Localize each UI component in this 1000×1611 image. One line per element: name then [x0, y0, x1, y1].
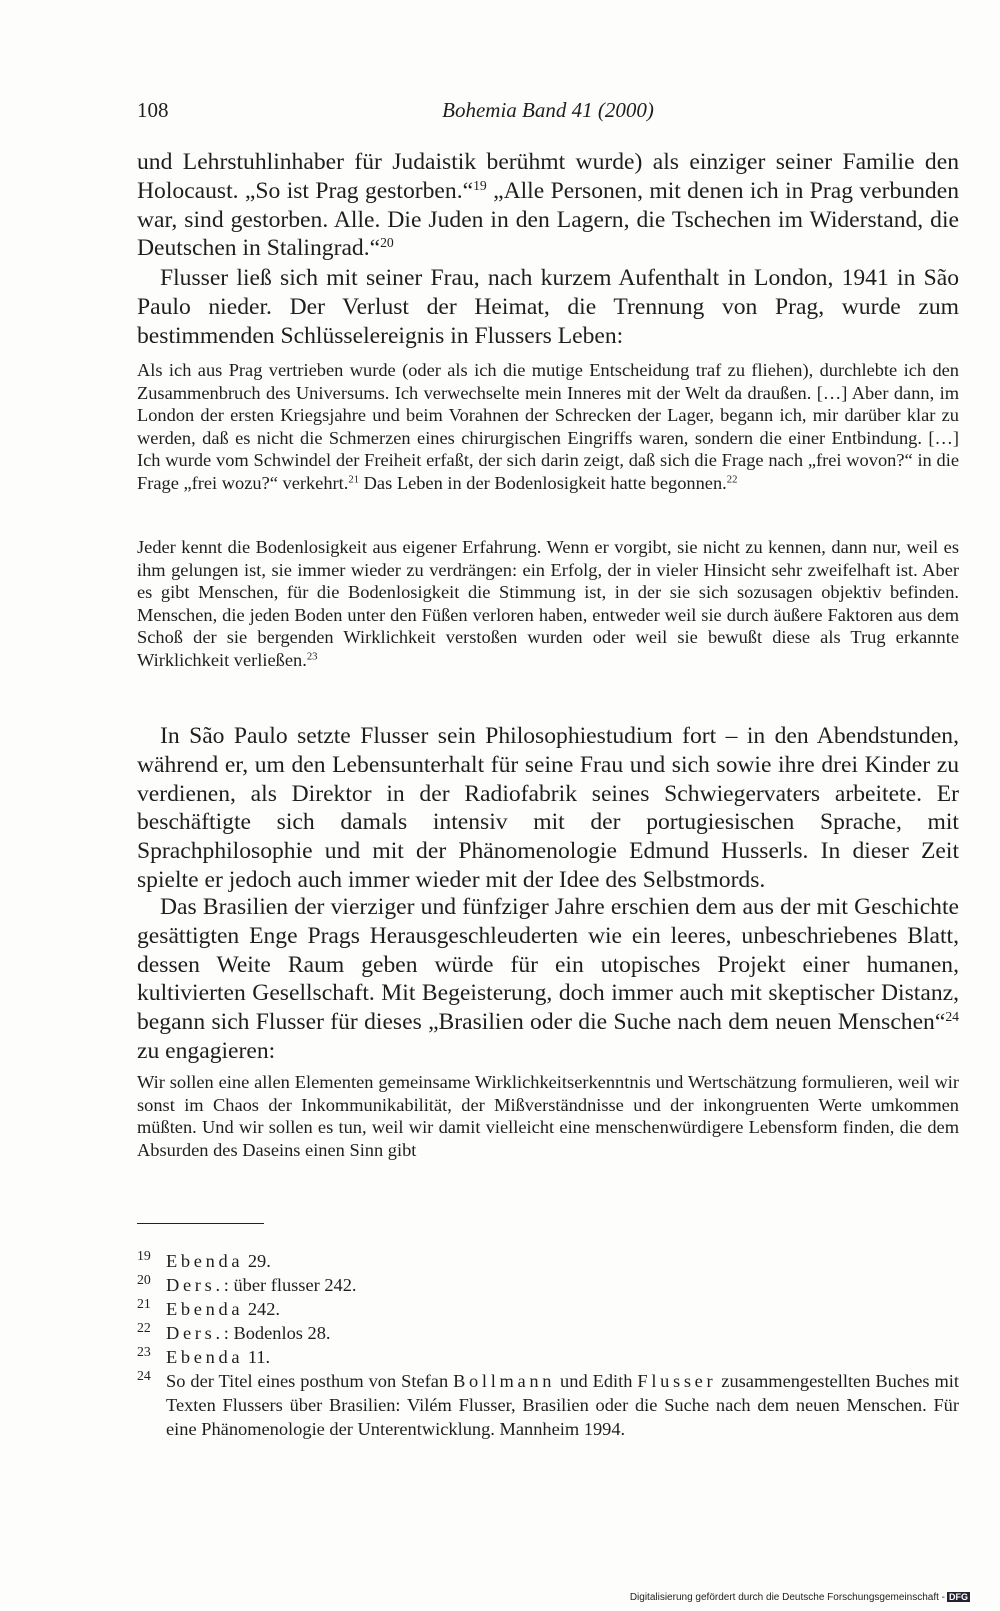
- footnote-number: 24: [137, 1368, 151, 1384]
- footnote-ref-19[interactable]: 19: [473, 177, 487, 193]
- footnote-23: [137, 1345, 959, 1369]
- footnote-author: Ebenda: [166, 1251, 244, 1271]
- paragraph: In São Paulo setzte Flusser sein Philosophiestudium fort – in den Abendstunden, während er, um den Lebensunterhalt für seine Frau und sich sowie ihre drei Kinder zu verdienen, als Direktor in der Radiofabrik seines Schwiegervaters arbeitete. Er beschäftigte sich damals intensiv mit der portugiesischen Sprache, mit Sprachphilosophie und mit der Phänomenologie Edmund Husserls. In dieser Zeit spielte er jedoch auch immer wieder mit der Idee des Selbstmords.: [137, 723, 959, 893]
- footnote-name: Bollmann: [453, 1371, 556, 1391]
- block-quote-3: [137, 1071, 959, 1161]
- footnote-rule: [137, 1223, 264, 1224]
- body-paragraph-3: [137, 722, 959, 895]
- footnotes: [137, 1249, 959, 1441]
- body-paragraph-2: [137, 264, 959, 350]
- footnote-24: [137, 1369, 959, 1441]
- footnote-text: 242.: [243, 1299, 281, 1319]
- body-paragraph-1: [137, 148, 959, 263]
- block-quote-1: [137, 359, 959, 494]
- footnote-author: Ders.: [166, 1275, 224, 1295]
- footnote-ref-20[interactable]: 20: [380, 235, 394, 251]
- quote-paragraph: Wir sollen eine allen Elementen gemeinsame Wirklichkeitserkenntnis und Wertschätzung formulieren, weil wir sonst im Chaos der Inkommunikabilität, der Mißverständnisse und der inkongruenten Werte umkommen müßten. Und wir sollen es tun, weil wir damit vielleicht eine menschenwürdigere Lebensform finden, die dem Absurden des Daseins einen Sinn gibt: [137, 1072, 959, 1160]
- footnote-ref-23[interactable]: 23: [306, 650, 318, 663]
- footnote-text: zusammengestellten Buches mit Texten Flussers über Brasilien: Vilém Flusser, Brasilien oder die Suche nach dem neuen Menschen. Für eine Phänomenologie der Unterentwicklung. Mannheim 1994.: [166, 1371, 959, 1439]
- quote-paragraph: [137, 536, 959, 671]
- footnote-number: 22: [137, 1320, 151, 1336]
- quote-text: Als ich aus Prag vertrieben wurde (oder als ich die mutige Entscheidung traf zu fliehen), durchlebte ich den Zusammenbruch des Universums. Ich verwechselte mein Inneres mit der Welt da draußen. […] Aber dann, im London der ersten Kriegsjahre und beim Vorahnen der Schrecken der Lager, begann ich, mir darüber klar zu werden, daß es nicht die Schmerzen eines chirurgischen Eingriffs waren, sondern die einer Entbindung. […] Ich wurde vom Schwindel der Freiheit erfaßt, der sich darin zeigt, daß sich die Frage nach „frei wovon?“ in die Frage „frei wozu?“ verkehrt.: [137, 360, 959, 493]
- page-number: 108: [137, 98, 169, 122]
- footnote-ref-21[interactable]: 21: [348, 473, 360, 486]
- footnote-text: und Edith: [555, 1371, 638, 1391]
- paragraph-text: Das Brasilien der vierziger und fünfziger Jahre erschien dem aus der mit Geschichte gesättigten Enge Prags Herausgeschleuderten wie ein leeres, unbeschriebenes Blatt, dessen Weite Raum geben würde für ein utopisches Projekt einer humanen, kultivierten Gesellschaft. Mit Begeisterung, doch immer auch mit skeptischer Distanz, begann sich Flusser für dieses „Brasilien oder die Suche nach dem neuen Menschen“: [137, 894, 959, 1036]
- footnote-author: Ebenda: [166, 1299, 244, 1319]
- footnote-ref-24[interactable]: 24: [945, 1008, 959, 1024]
- quote-paragraph: [137, 359, 959, 494]
- footnote-text: So der Titel eines posthum von Stefan: [166, 1371, 454, 1391]
- footnote-text: 29.: [243, 1251, 271, 1271]
- footnote-20: [137, 1273, 959, 1297]
- footnote-text: 11.: [243, 1347, 271, 1367]
- block-quote-2: [137, 536, 959, 671]
- running-title: Bohemia Band 41 (2000): [442, 98, 654, 122]
- footnote-name: Flusser: [637, 1371, 717, 1391]
- page-header: [137, 98, 959, 132]
- paragraph-text: und Lehrstuhlinhaber für Judaistik berühmt wurde) als einziger seiner Familie den Holocaust. „So ist Prag gestorben.“: [137, 149, 959, 204]
- footnote-number: 21: [137, 1296, 151, 1312]
- footnote-19: [137, 1249, 959, 1273]
- footnote-number: 19: [137, 1248, 151, 1264]
- footnote-text: : Bodenlos 28.: [223, 1323, 331, 1343]
- quote-text: Jeder kennt die Bodenlosigkeit aus eigener Erfahrung. Wenn er vorgibt, sie nicht zu kennen, dann nur, weil es ihm gelungen ist, sie immer wieder zu verdrängen: ein Erfolg, der in vieler Hinsicht sehr zweifelhaft ist. Aber es gibt Menschen, für die Bodenlosigkeit die Stimmung ist, in der sie sich sozusagen objektiv befinden. Menschen, die jeden Boden unter den Füßen verloren haben, entweder weil sie durch äußere Faktoren aus dem Schoß der sie bergenden Wirklichkeit verstoßen wurden oder weil sie bewußt diese als Trug erkannte Wirklichkeit verließen.: [137, 537, 959, 670]
- paragraph: [137, 148, 959, 263]
- footnote-text: : über flusser 242.: [223, 1275, 357, 1295]
- paragraph: Flusser ließ sich mit seiner Frau, nach kurzem Aufenthalt in London, 1941 in São Paulo nieder. Der Verlust der Heimat, die Trennung von Prag, wurde zum bestimmenden Schlüsselereignis in Flussers Leben:: [137, 265, 959, 349]
- footnote-author: Ders.: [166, 1323, 224, 1343]
- digitization-footer: [630, 1592, 970, 1603]
- footnote-number: 23: [137, 1344, 151, 1360]
- footnote-ref-22[interactable]: 22: [726, 473, 738, 486]
- paragraph: [137, 893, 959, 1066]
- footnote-number: 20: [137, 1272, 151, 1288]
- footnote-22: [137, 1321, 959, 1345]
- dfg-logo: DFG: [949, 1592, 968, 1602]
- footer-text: Digitalisierung gefördert durch die Deutsche Forschungsgemeinschaft -: [629, 1592, 945, 1603]
- body-paragraph-4: [137, 893, 959, 1066]
- quote-text: Das Leben in der Bodenlosigkeit hatte begonnen.: [359, 472, 727, 493]
- paragraph-text: „Alle Personen, mit denen ich in Prag verbunden war, sind gestorben. Alle. Die Juden in den Lagern, die Tschechen im Widerstand, die Deutschen in Stalingrad.“: [137, 177, 959, 262]
- footnote-author: Ebenda: [166, 1347, 244, 1367]
- paragraph-text: zu engagieren:: [137, 1037, 276, 1064]
- footnote-21: [137, 1297, 959, 1321]
